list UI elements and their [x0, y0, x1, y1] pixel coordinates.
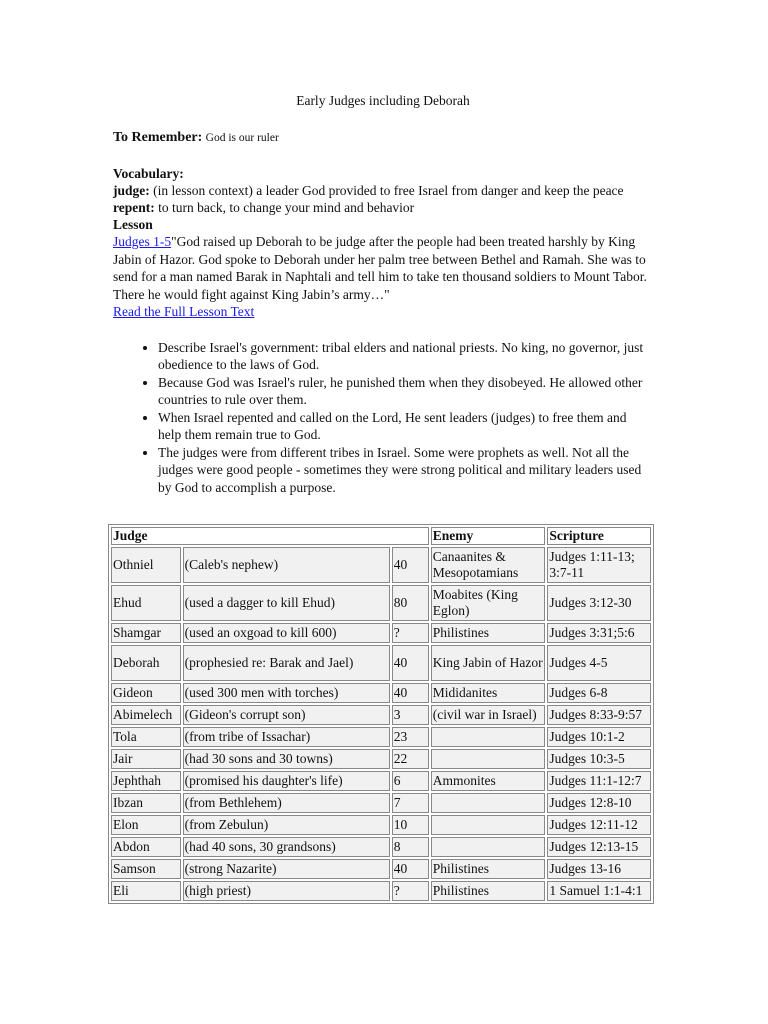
scripture-reference-link[interactable]: Judges 1-5	[113, 234, 172, 249]
table-row	[111, 749, 651, 769]
cell-note: (from tribe of Issachar)	[183, 727, 390, 747]
cell-enemy: Mididanites	[431, 683, 546, 703]
cell-enemy: Philistines	[431, 859, 546, 879]
cell-years: 3	[392, 705, 429, 725]
cell-scripture: Judges 12:11-12	[547, 815, 651, 835]
cell-years: 6	[392, 771, 429, 791]
cell-judge: Ehud	[111, 585, 181, 621]
cell-judge: Gideon	[111, 683, 181, 703]
table-row	[111, 727, 651, 747]
vocabulary-heading	[113, 165, 653, 182]
cell-enemy: King Jabin of Hazor	[431, 645, 546, 681]
cell-years: 22	[392, 749, 429, 769]
cell-enemy	[431, 793, 546, 813]
table-header-row	[111, 527, 651, 545]
cell-years: 40	[392, 645, 429, 681]
cell-enemy: Philistines	[431, 881, 546, 901]
vocab-definition: to turn back, to change your mind and behavior	[158, 200, 415, 215]
cell-judge: Samson	[111, 859, 181, 879]
cell-scripture: Judges 4-5	[547, 645, 651, 681]
header-scripture: Scripture	[547, 527, 651, 545]
list-item: • Describe Israel's government: tribal elders and national priests. No king, no governor, just obedience to the laws of God.	[158, 339, 653, 374]
cell-enemy: Philistines	[431, 623, 546, 643]
vocab-judge	[113, 182, 653, 199]
header-judge: Judge	[111, 527, 429, 545]
table-row	[111, 683, 651, 703]
header-enemy: Enemy	[431, 527, 546, 545]
cell-scripture: Judges 10:1-2	[547, 727, 651, 747]
list-item: • When Israel repented and called on the Lord, He sent leaders (judges) to free them and help them remain true to God.	[158, 409, 653, 444]
cell-enemy	[431, 727, 546, 747]
cell-note: (strong Nazarite)	[183, 859, 390, 879]
table-row	[111, 585, 651, 621]
table-row	[111, 793, 651, 813]
to-remember-text: God is our ruler	[205, 132, 279, 144]
cell-scripture: Judges 8:33-9:57	[547, 705, 651, 725]
cell-judge: Othniel	[111, 547, 181, 583]
cell-years: ?	[392, 881, 429, 901]
cell-scripture: Judges 6-8	[547, 683, 651, 703]
cell-note: (used 300 men with torches)	[183, 683, 390, 703]
cell-note: (high priest)	[183, 881, 390, 901]
vocab-repent	[113, 199, 653, 216]
lesson-quote: "God raised up Deborah to be judge after the people had been treated harshly by King Jabin of Hazor. God spoke to Deborah under her palm tree between Bethel and Ramah. She was to send for a man named Barak in Naphtali and tell him to take ten thousand soldiers to Mount Tabor. There he would fight against King Jabin’s army…"	[113, 234, 647, 302]
cell-note: (promised his daughter's life)	[183, 771, 390, 791]
cell-scripture: Judges 13-16	[547, 859, 651, 879]
to-remember-label: To Remember:	[113, 130, 203, 145]
table-row	[111, 837, 651, 857]
cell-judge: Abdon	[111, 837, 181, 857]
cell-scripture: Judges 12:8-10	[547, 793, 651, 813]
cell-scripture: Judges 3:12-30	[547, 585, 651, 621]
cell-note: (Caleb's nephew)	[183, 547, 390, 583]
table-row	[111, 771, 651, 791]
cell-years: 40	[392, 683, 429, 703]
judges-table	[108, 524, 654, 904]
cell-scripture: Judges 1:11-13; 3:7-11	[547, 547, 651, 583]
cell-scripture: 1 Samuel 1:1-4:1	[547, 881, 651, 901]
cell-note: (used an oxgoad to kill 600)	[183, 623, 390, 643]
cell-scripture: Judges 3:31;5:6	[547, 623, 651, 643]
cell-enemy: Moabites (King Eglon)	[431, 585, 546, 621]
cell-enemy: Canaanites & Mesopotamians	[431, 547, 546, 583]
to-remember	[113, 128, 653, 147]
cell-years: ?	[392, 623, 429, 643]
cell-judge: Tola	[111, 727, 181, 747]
cell-note: (had 30 sons and 30 towns)	[183, 749, 390, 769]
lesson-page	[113, 92, 653, 496]
table-row	[111, 815, 651, 835]
vocab-definition: (in lesson context) a leader God provided to free Israel from danger and keep the peace	[153, 183, 624, 198]
cell-scripture: Judges 12:13-15	[547, 837, 651, 857]
table-row	[111, 547, 651, 583]
cell-scripture: Judges 11:1-12:7	[547, 771, 651, 791]
vocab-term: repent:	[113, 200, 155, 215]
cell-enemy: (civil war in Israel)	[431, 705, 546, 725]
cell-years: 8	[392, 837, 429, 857]
cell-judge: Jephthah	[111, 771, 181, 791]
read-full-lesson-link[interactable]: Read the Full Lesson Text	[113, 304, 255, 319]
table-row	[111, 859, 651, 879]
cell-note: (Gideon's corrupt son)	[183, 705, 390, 725]
lesson-text	[113, 233, 653, 321]
cell-judge: Elon	[111, 815, 181, 835]
table-row	[111, 645, 651, 681]
cell-note: (from Zebulun)	[183, 815, 390, 835]
table-row	[111, 881, 651, 901]
cell-years: 10	[392, 815, 429, 835]
cell-years: 23	[392, 727, 429, 747]
cell-judge: Deborah	[111, 645, 181, 681]
cell-judge: Eli	[111, 881, 181, 901]
cell-scripture: Judges 10:3-5	[547, 749, 651, 769]
cell-years: 40	[392, 859, 429, 879]
cell-enemy	[431, 837, 546, 857]
table-body	[111, 547, 651, 901]
vocabulary-heading-text: Vocabulary:	[113, 166, 184, 181]
cell-note: (had 40 sons, 30 grandsons)	[183, 837, 390, 857]
cell-years: 7	[392, 793, 429, 813]
cell-enemy	[431, 815, 546, 835]
discussion-points	[113, 339, 653, 497]
lesson-heading	[113, 216, 653, 233]
cell-judge: Ibzan	[111, 793, 181, 813]
cell-note: (used a dagger to kill Ehud)	[183, 585, 390, 621]
cell-enemy	[431, 749, 546, 769]
table-row	[111, 623, 651, 643]
cell-judge: Shamgar	[111, 623, 181, 643]
cell-enemy: Ammonites	[431, 771, 546, 791]
cell-years: 80	[392, 585, 429, 621]
list-item: • Because God was Israel's ruler, he punished them when they disobeyed. He allowed other countries to rule over them.	[158, 374, 653, 409]
cell-note: (from Bethlehem)	[183, 793, 390, 813]
cell-years: 40	[392, 547, 429, 583]
cell-judge: Jair	[111, 749, 181, 769]
vocab-term: judge:	[113, 183, 150, 198]
list-item: • The judges were from different tribes in Israel. Some were prophets as well. Not all the judges were good people - sometimes they were strong political and military leaders used by God to accomplish a purpose.	[158, 444, 653, 497]
cell-judge: Abimelech	[111, 705, 181, 725]
page-title: Early Judges including Deborah	[296, 93, 470, 108]
table-row	[111, 705, 651, 725]
lesson-heading-text: Lesson	[113, 217, 153, 232]
cell-note: (prophesied re: Barak and Jael)	[183, 645, 390, 681]
